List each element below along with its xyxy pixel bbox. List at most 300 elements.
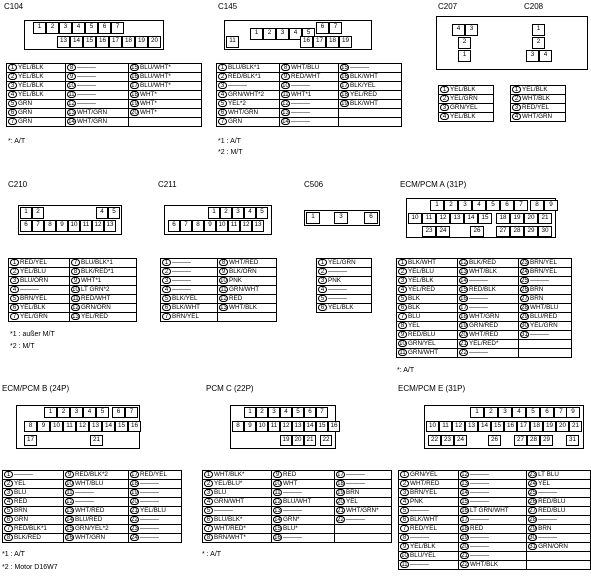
wire-color: WHT/BLU: [75, 480, 104, 487]
table-row: [9, 286, 137, 295]
ecm-b-pin-10: 10: [50, 421, 63, 432]
pin-number: 21: [337, 508, 344, 514]
table-row: [317, 259, 372, 268]
wire-color: ———: [469, 295, 488, 302]
wire-color: ———: [14, 471, 33, 478]
wire-color: ———: [140, 516, 159, 523]
pin-number: 29: [521, 314, 528, 320]
wire-color: BLU/BLK*1: [228, 64, 260, 71]
wire-color: BRN/YEL: [172, 313, 199, 320]
table-row: [317, 295, 372, 304]
c208-pin-2: 2: [532, 37, 545, 49]
pin-number: 13: [282, 110, 289, 116]
pin-number: 17: [461, 517, 468, 523]
wire-color: GRN/RED: [469, 322, 499, 329]
wire-color: ———: [410, 534, 429, 541]
ecm-b-pin-17: 17: [24, 435, 37, 446]
wire-color: BRN: [530, 286, 544, 293]
wire-color: RED/BLK*2: [75, 471, 108, 478]
pin-number: 4: [218, 91, 227, 98]
wire-color: GRN/WHT: [408, 349, 439, 356]
pin-number: 11: [401, 562, 408, 568]
wire-color: ———: [470, 552, 489, 559]
pin-number: 21: [460, 341, 467, 347]
pin-number: 1: [10, 259, 19, 266]
pin-number: 3: [440, 104, 449, 111]
pin-number: 23: [529, 472, 536, 478]
pin-number: 7: [400, 525, 409, 532]
ecm-a-pin-3: 3: [458, 200, 472, 211]
pin-number: 28: [521, 305, 528, 311]
pin-number: 7: [10, 313, 19, 320]
wire-color: ———: [172, 286, 191, 293]
wire-color: ———: [291, 109, 310, 116]
pcmc-pin-20: 20: [292, 435, 304, 446]
wire-color: RED: [229, 295, 243, 302]
title-c207: C207: [438, 2, 458, 11]
ecm-e-table: [398, 470, 591, 570]
c104-pin-17: 17: [109, 36, 122, 48]
ecm-e-pin-26: 26: [488, 435, 501, 446]
wire-color: WHT/RED: [410, 480, 440, 487]
wire-color: RED/WHT: [81, 295, 111, 302]
c104-pin-13: 13: [57, 36, 70, 48]
pcmc-pin-13: 13: [292, 421, 304, 432]
wire-color: ———: [470, 471, 489, 478]
pin-number: 7: [204, 525, 213, 532]
c207-c208-frame: [436, 16, 588, 70]
wire-color: ———: [75, 498, 94, 505]
table-row: [203, 480, 392, 489]
table-row: [161, 313, 277, 322]
pin-number: 7: [218, 118, 227, 125]
ecm-b-pin-3: 3: [70, 407, 83, 418]
c104-pin-16: 16: [96, 36, 109, 48]
pcmc-pin-22: 22: [320, 435, 332, 446]
ecm-e-pin-15: 15: [491, 421, 504, 432]
wire-color: RED: [283, 471, 297, 478]
ecm-b-pin-15: 15: [115, 421, 128, 432]
c210-pin-2: 2: [32, 207, 44, 219]
wire-color: YEL/BLU*: [214, 480, 243, 487]
wire-color: BLU/YEL: [410, 552, 436, 559]
pin-number: 6: [10, 304, 19, 311]
ecm-a-pin-18: 18: [496, 213, 510, 224]
ecm-e-pin-27: 27: [514, 435, 527, 446]
ecm-a-pin-2: 2: [444, 200, 458, 211]
table-row: [439, 86, 494, 95]
title-c208: C208: [524, 2, 544, 11]
pin-number: 4: [400, 498, 409, 505]
table-row: [217, 82, 402, 91]
wire-color: BLU/WHT*: [140, 64, 171, 71]
pin-number: 16: [460, 296, 467, 302]
pin-number: 16: [66, 535, 73, 541]
table-row: [511, 95, 566, 104]
table-row: [3, 471, 182, 480]
c104-pin-15: 15: [83, 36, 96, 48]
wire-color: ———: [470, 543, 489, 550]
table-row: [399, 534, 591, 543]
table-row: [203, 516, 392, 525]
pin-number: 4: [440, 113, 449, 120]
pin-number: 11: [66, 490, 73, 496]
table-row: [203, 498, 392, 507]
table-row: [397, 331, 572, 340]
wire-color: ———: [346, 471, 365, 478]
note-c210-1: *1 : außer M/T: [10, 331, 55, 338]
c207-pin-3: 3: [465, 24, 478, 36]
pin-number: 9: [71, 277, 80, 284]
wire-color: BLU: [408, 313, 421, 320]
ecm-e-pin-12: 12: [452, 421, 465, 432]
pin-number: 10: [282, 83, 289, 89]
pin-number: 20: [337, 499, 344, 505]
table-row: [397, 313, 572, 322]
wire-color: ———: [346, 480, 365, 487]
c211-pin-2: 2: [220, 207, 232, 219]
pin-number: 21: [131, 508, 138, 514]
pin-number: 20: [461, 544, 468, 550]
ecm-b-pin-7: 7: [125, 407, 138, 418]
ecm-a-pin-13: 13: [450, 213, 464, 224]
wire-color: PNK: [229, 277, 242, 284]
pin-number: 5: [318, 295, 327, 302]
wire-color: GRN: [228, 118, 242, 125]
pin-number: 5: [10, 295, 19, 302]
table-row: [399, 543, 591, 552]
wire-color: BLK/YEL: [172, 295, 198, 302]
c145-table: [216, 63, 402, 127]
wire-color: RED/YEL: [140, 471, 167, 478]
c210-table: [8, 258, 137, 322]
c211-pin-8: 8: [192, 220, 204, 232]
c104-pin-14: 14: [70, 36, 83, 48]
wire-color: BLK/WHT: [410, 516, 438, 523]
wire-color: YEL: [538, 480, 551, 487]
ecm-e-pin-2: 2: [484, 407, 498, 418]
wire-color: ———: [75, 489, 94, 496]
ecm-e-pin-6: 6: [540, 407, 554, 418]
wire-color: YEL/GRN: [328, 259, 356, 266]
table-row: [397, 286, 572, 295]
wire-color: WHT/BLK*: [214, 471, 245, 478]
pin-number: 3: [218, 82, 227, 89]
pin-number: 2: [398, 268, 407, 275]
wire-color: YEL/GRN: [450, 95, 478, 102]
wire-color: YEL/BLK: [20, 304, 46, 311]
wire-color: BLK/WHT: [350, 100, 378, 107]
pin-number: 3: [512, 104, 521, 111]
pin-number: 10: [68, 83, 75, 89]
table-row: [399, 480, 591, 489]
wire-color: BLK/ORN: [229, 268, 257, 275]
table-row: [3, 498, 182, 507]
wire-color: BLK/RED: [469, 259, 496, 266]
pin-number: 1: [218, 64, 227, 71]
pin-number: 5: [398, 295, 407, 302]
table-row: [399, 516, 591, 525]
c211-pin-10: 10: [216, 220, 228, 232]
ecm-e-pin-24: 24: [454, 435, 467, 446]
pin-number: 6: [218, 109, 227, 116]
wire-color: WHT/RED: [229, 259, 259, 266]
pin-number: 9: [219, 268, 228, 275]
pin-number: 1: [400, 471, 409, 478]
pin-number: 2: [512, 95, 521, 102]
pin-number: 2: [162, 268, 171, 275]
pin-number: 9: [65, 471, 74, 478]
pin-number: 10: [401, 553, 408, 559]
c104-pin-2: 2: [46, 22, 59, 34]
pin-number: 13: [460, 269, 467, 275]
table-row: [399, 525, 591, 534]
table-row: [3, 525, 182, 534]
wire-color: RED: [470, 525, 484, 532]
pin-number: 7: [8, 118, 17, 125]
wire-color: ———: [77, 64, 96, 71]
table-row: [399, 498, 591, 507]
table-row: [317, 277, 372, 286]
pin-number: 3: [4, 489, 13, 496]
wire-color: GRN: [14, 516, 28, 523]
wire-color: ———: [214, 507, 233, 514]
pin-number: 3: [10, 277, 19, 284]
pin-number: 17: [131, 83, 138, 89]
pin-number: 1: [162, 259, 171, 266]
pin-number: 7: [398, 313, 407, 320]
pin-number: 17: [337, 472, 344, 478]
pin-number: 14: [274, 517, 281, 523]
pin-number: 8: [71, 268, 80, 275]
pcmc-pin-11: 11: [268, 421, 280, 432]
c506-table: [316, 258, 372, 313]
pin-number: 5: [218, 100, 227, 107]
ecm-a-table: [396, 258, 572, 358]
table-row: [439, 95, 494, 104]
c145-pin-6: 6: [316, 22, 329, 34]
pin-number: 13: [68, 110, 75, 116]
wire-color: BLK: [408, 304, 420, 311]
pin-number: 1: [512, 86, 521, 93]
wire-color: YEL/BLK: [328, 304, 354, 311]
table-row: [397, 322, 572, 331]
pin-number: 14: [68, 119, 75, 125]
pin-number: 19: [131, 490, 138, 496]
wire-color: PNK: [410, 498, 423, 505]
pin-number: 15: [341, 65, 348, 71]
pin-number: 3: [318, 277, 327, 284]
ecm-e-pin-9: 9: [566, 407, 580, 418]
ecm-b-table: [2, 470, 182, 543]
table-row: [439, 104, 494, 113]
pin-number: 9: [273, 471, 282, 478]
ecm-e-pin-13: 13: [465, 421, 478, 432]
note-c145-1: *1 : A/T: [218, 138, 241, 145]
pin-number: 4: [398, 286, 407, 293]
pin-number: 3: [8, 82, 17, 89]
wire-color: YEL/RED: [350, 91, 377, 98]
c210-pin-11: 11: [80, 220, 92, 232]
title-ecm-e: ECM/PCM E (31P): [398, 384, 466, 393]
ecm-b-pin-11: 11: [63, 421, 76, 432]
ecm-a-pin-8: 8: [530, 200, 544, 211]
wire-color: RED/WHT: [291, 73, 321, 80]
table-row: [397, 340, 572, 349]
wire-color: ———: [140, 525, 159, 532]
pin-number: 31: [529, 544, 536, 550]
wire-color: WHT: [283, 480, 298, 487]
wire-color: WHT/BLK: [470, 561, 499, 568]
table-row: [7, 64, 202, 73]
pin-number: 13: [220, 305, 227, 311]
ecm-e-pin-1: 1: [470, 407, 484, 418]
pcmc-pin-4: 4: [280, 407, 292, 418]
c104-pin-5: 5: [85, 22, 98, 34]
c211-pin-12: 12: [240, 220, 252, 232]
pin-number: 8: [400, 534, 409, 541]
wire-color: GRN*: [283, 516, 300, 523]
note-ecm-a: *: A/T: [397, 367, 415, 374]
wire-color: BRN: [538, 525, 552, 532]
pin-number: 3: [162, 277, 171, 284]
c104-pin-1: 1: [33, 22, 46, 34]
table-row: [217, 73, 402, 82]
c211-pin-3: 3: [232, 207, 244, 219]
ecm-a-pin-29: 29: [524, 226, 538, 237]
ecm-e-pin-5: 5: [526, 407, 540, 418]
pin-number: 12: [68, 101, 75, 107]
pin-number: 17: [460, 305, 467, 311]
pin-number: 23: [131, 526, 138, 532]
wire-color: YEL/GRN: [530, 322, 558, 329]
ecm-e-pin-14: 14: [478, 421, 491, 432]
ecm-a-pin-1: 1: [430, 200, 444, 211]
wire-color: BLU/RED: [530, 313, 558, 320]
c104-pin-4: 4: [72, 22, 85, 34]
ecm-b-pin-14: 14: [102, 421, 115, 432]
wire-color: ———: [140, 480, 159, 487]
c210-pin-10: 10: [68, 220, 80, 232]
pin-number: 14: [66, 517, 73, 523]
wire-color: YEL/RED: [81, 313, 108, 320]
ecm-e-pin-23: 23: [441, 435, 454, 446]
c104-pin-19: 19: [135, 36, 148, 48]
wire-color: WHT/BLU: [530, 304, 559, 311]
pin-number: 2: [8, 73, 17, 80]
ecm-e-pin-3: 3: [498, 407, 512, 418]
pin-number: 10: [72, 287, 79, 293]
wire-color: ———: [530, 277, 549, 284]
wire-color: YEL/BLU: [408, 268, 434, 275]
table-row: [161, 295, 277, 304]
ecm-e-pin-11: 11: [439, 421, 452, 432]
c210-pin-9: 9: [56, 220, 68, 232]
pin-number: 17: [341, 83, 348, 89]
pin-number: 1: [318, 259, 327, 266]
pin-number: 20: [131, 499, 138, 505]
ecm-a-pin-23: 23: [422, 226, 436, 237]
pcmc-pin-3: 3: [268, 407, 280, 418]
table-row: [511, 104, 566, 113]
ecm-a-pin-24: 24: [436, 226, 450, 237]
pcmc-pin-6: 6: [304, 407, 316, 418]
table-row: [317, 286, 372, 295]
wire-color: WHT*1: [291, 91, 312, 98]
pin-number: 12: [274, 499, 281, 505]
ecm-a-pin-15: 15: [478, 213, 492, 224]
pin-number: 5: [8, 100, 17, 107]
wire-color: ———: [291, 82, 310, 89]
ecm-a-pin-7: 7: [514, 200, 528, 211]
c210-pin-6: 6: [20, 220, 32, 232]
pcmc-pin-5: 5: [292, 407, 304, 418]
wire-color: RED: [14, 498, 28, 505]
pin-number: 15: [274, 526, 281, 532]
wire-color: YEL/RED*: [469, 340, 499, 347]
pcmc-table: [202, 470, 392, 543]
c145-pin-18: 18: [326, 36, 339, 48]
c207-pin-1: 1: [458, 50, 471, 62]
pin-number: 2: [218, 73, 227, 80]
wire-color: BLU*: [283, 525, 298, 532]
wire-color: WHT/GRN: [522, 113, 553, 120]
pcmc-pin-1: 1: [244, 407, 256, 418]
title-pcmc: PCM C (22P): [206, 384, 254, 393]
table-row: [399, 561, 591, 570]
wire-color: ———: [470, 516, 489, 523]
wire-color: RED/BLU: [538, 507, 566, 514]
pin-number: 16: [461, 508, 468, 514]
pin-number: 14: [282, 119, 289, 125]
pin-number: 4: [204, 498, 213, 505]
c211-pin-13: 13: [252, 220, 264, 232]
ecm-a-pin-14: 14: [464, 213, 478, 224]
wire-color: BRN/YEL: [410, 489, 437, 496]
wire-color: WHT/BLK: [522, 95, 550, 102]
title-c145: C145: [218, 2, 238, 11]
wire-color: BLK/YEL: [350, 82, 376, 89]
table-row: [217, 64, 402, 73]
wire-color: ———: [228, 82, 247, 89]
c211-pin-7: 7: [180, 220, 192, 232]
pin-number: 13: [66, 508, 73, 514]
wire-color: ———: [328, 295, 347, 302]
wire-color: BLU/RED: [75, 516, 103, 523]
pin-number: 14: [460, 278, 467, 284]
pin-number: 24: [529, 481, 536, 487]
table-row: [397, 304, 572, 313]
pcmc-pin-2: 2: [256, 407, 268, 418]
pin-number: 1: [440, 86, 449, 93]
pin-number: 5: [400, 507, 409, 514]
wire-color: YEL/BLK: [410, 543, 436, 550]
pcmc-pin-12: 12: [280, 421, 292, 432]
pin-number: 6: [204, 516, 213, 523]
title-c506: C506: [304, 180, 324, 189]
pin-number: 9: [398, 331, 407, 338]
ecm-e-pin-29: 29: [540, 435, 553, 446]
table-row: [161, 304, 277, 313]
note-pcmc: * : A/T: [202, 551, 222, 558]
pin-number: 26: [521, 287, 528, 293]
table-row: [399, 507, 591, 516]
c208-pin-3: 3: [526, 50, 539, 62]
wire-color: ———: [410, 561, 429, 568]
wire-color: LT GRN*2: [81, 286, 110, 293]
wire-color: GRN: [18, 109, 32, 116]
ecm-e-pin-22: 22: [428, 435, 441, 446]
